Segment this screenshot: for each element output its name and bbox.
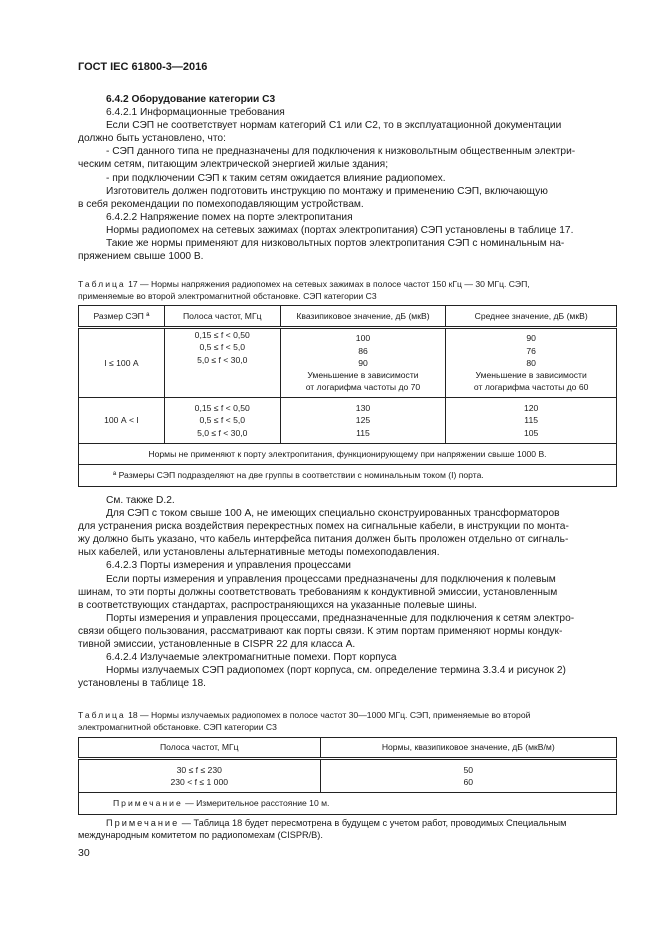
table-row — [79, 328, 617, 398]
section-6-4-2 — [78, 93, 614, 263]
paragraph-line: ных кабелей, или установлены альтернативные методы помехоподавления. — [78, 547, 440, 559]
limit-cell — [320, 759, 616, 793]
band-value: 0,5 ≤ f < 5,0 — [199, 342, 246, 353]
size-cell: I ≤ 100 А — [79, 328, 165, 398]
note-text: — Таблица 18 будет пересмотрена в будущем с учетом работ, проводимых Специальным — [179, 818, 567, 828]
qp-value: от логарифма частоты до 70 — [305, 382, 421, 393]
paragraph-line: 6.4.2.1 Информационные требования — [106, 107, 285, 119]
band-cell — [164, 398, 280, 444]
band-value: 0,5 ≤ f < 5,0 — [199, 415, 246, 426]
paragraph-line: Для СЭП с током свыше 100 А, не имеющих специально сконструированных трансформаторов — [106, 508, 560, 520]
paragraph-line: 6.4.2.3 Порты измерения и управления процессами — [106, 560, 351, 572]
paragraph-line: пряжением свыше 1000 В. — [78, 251, 204, 263]
quasi-peak-cell — [280, 328, 446, 398]
paragraph-line: - СЭП данного типа не предназначены для подключения к низковольтным общественным электри- — [106, 146, 576, 158]
table-note — [79, 793, 617, 815]
column-header: Квазипиковое значение, дБ (мкВ) — [280, 306, 446, 328]
column-header: Полоса частот, МГц — [164, 306, 280, 328]
paragraph-line: Если СЭП не соответствует нормам категорий С1 или С2, то в эксплуатационной документации — [106, 120, 562, 132]
table-17-caption — [78, 278, 618, 303]
band-value: 0,15 ≤ f < 0,50 — [194, 403, 250, 414]
note-label: Примечание — [113, 798, 183, 809]
avg-value: 105 — [523, 427, 539, 438]
paragraph-line: жу должно быть указано, что кабель интерфейса питания должен быть проложен отдельно от сигналь- — [78, 534, 569, 546]
bottom-note — [78, 817, 618, 842]
quasi-peak-cell — [280, 398, 446, 444]
paragraph-line: 6.4.2.4 Излучаемые электромагнитные помехи. Порт корпуса — [106, 652, 397, 664]
qp-value: 125 — [355, 415, 371, 426]
column-header: Среднее значение, дБ (мкВ) — [446, 306, 617, 328]
table-note-row — [79, 793, 617, 815]
paragraph-line: тивной эмиссии, установленные в CISPR 22 для класса А. — [78, 639, 356, 651]
column-header: Нормы, квазипиковое значение, дБ (мкВ/м) — [320, 738, 616, 759]
paragraph-line: Нормы радиопомех на сетевых зажимах (портах электропитания) СЭП установлены в таблице 17. — [106, 224, 574, 236]
avg-value: Уменьшение в зависимости — [475, 370, 587, 381]
size-cell: 100 А < I — [79, 398, 165, 444]
caption-label: Таблица — [78, 710, 126, 720]
paragraph-line: связи общего пользования, рассматривают как порты связи. К этим портам применяют нормы кондук- — [78, 625, 563, 637]
note-text: международным комитетом по радиопомехам (CISPR/B). — [78, 830, 323, 841]
note-label: Примечание — [106, 818, 180, 828]
band-value: 5,0 ≤ f < 30,0 — [197, 427, 248, 438]
paragraph-line: Если порты измерения и управления процессами предназначены для подключения к полевым — [106, 573, 556, 585]
paragraph-line: ческим сетям, питающим электрической энергией жилые здания; — [78, 159, 389, 171]
table-header-row — [79, 306, 617, 328]
paragraph-line: должно быть установлено, что: — [78, 133, 226, 145]
section-title: 6.4.2 Оборудование категории С3 — [106, 94, 276, 105]
column-header: Полоса частот, МГц — [79, 738, 321, 759]
band-value: 0,15 ≤ f < 0,50 — [194, 330, 250, 340]
band-value: 30 ≤ f ≤ 230 — [176, 764, 222, 775]
table-note: Нормы не применяют к порту электропитания, функционирующему при напряжении свыше 1000 В. — [79, 444, 617, 465]
qp-value: 90 — [358, 357, 368, 368]
qp-value: 130 — [355, 403, 371, 414]
band-value: 230 < f ≤ 1 000 — [170, 777, 229, 787]
note-text: — Измерительное расстояние 10 м. — [182, 798, 330, 809]
paragraph-line: в соответствующих стандартах, распространяющихся на указанные полевые шины. — [78, 599, 477, 611]
paragraph-line: Изготовитель должен подготовить инструкцию по монтажу и применению СЭП, включающую — [106, 185, 548, 197]
caption-text: электромагнитной обстановке. СЭП категории С3 — [78, 722, 277, 733]
paragraph-line: установлены в таблице 18. — [78, 678, 206, 690]
section-6-4-2-continued — [78, 494, 614, 690]
average-cell — [446, 398, 617, 444]
average-cell — [446, 328, 617, 398]
avg-value: 76 — [526, 345, 536, 356]
avg-value: 80 — [526, 357, 536, 368]
paragraph-line: шинам, то эти порты должны соответствовать требованиям к кондуктивной эмиссии, установленным — [78, 586, 558, 598]
band-cell — [79, 759, 321, 793]
qp-value: 115 — [356, 427, 370, 438]
avg-value: 90 — [526, 333, 536, 344]
paragraph-line: для устранения риска воздействия перекрестных помех на сигнальные кабели, в инструкции по монта- — [78, 521, 569, 533]
avg-value: от логарифма частоты до 60 — [473, 382, 589, 393]
column-header: Размер СЭП ª — [79, 306, 165, 328]
caption-text: 18 — Нормы излучаемых радиопомех в полосе частот 30—1000 МГц. СЭП, применяемые во второй — [125, 710, 531, 720]
table-17 — [78, 305, 617, 487]
document-header: ГОСТ IEC 61800-3—2016 — [78, 61, 208, 73]
paragraph-line: Нормы излучаемых СЭП радиопомех (порт корпуса, см. определение термина 3.3.4 и рисунок 2) — [106, 665, 566, 677]
limit-value: 60 — [463, 777, 474, 787]
paragraph-line: См. также D.2. — [106, 495, 175, 506]
caption-text: 17 — Нормы напряжения радиопомех на сетевых зажимах в полосе частот 150 кГц — 30 МГц. СЭП, — [125, 279, 530, 289]
limit-value: 50 — [463, 764, 474, 775]
table-18 — [78, 737, 617, 815]
paragraph-line: Такие же нормы применяют для низковольтных портов электропитания СЭП с номинальным на- — [106, 238, 565, 250]
paragraph-line: в себя рекомендации по помехоподавляющим устройствам. — [78, 198, 364, 210]
table-18-caption — [78, 709, 618, 734]
qp-value: Уменьшение в зависимости — [307, 370, 419, 381]
paragraph-line: - при подключении СЭП к таким сетям ожидается влияние радиопомех. — [106, 172, 446, 184]
caption-label: Таблица — [78, 279, 126, 289]
paragraph-line: 6.4.2.2 Напряжение помех на порте электропитания — [106, 211, 353, 223]
caption-text: применяемые во второй электромагнитной обстановке. СЭП категории С3 — [78, 291, 377, 302]
avg-value: 120 — [523, 403, 539, 414]
table-footnote-row — [79, 465, 617, 487]
page-number: 30 — [78, 847, 90, 859]
table-note-row — [79, 444, 617, 465]
table-row — [79, 759, 617, 793]
qp-value: 86 — [358, 345, 368, 356]
paragraph-line: Порты измерения и управления процессами, предназначенные для подключения к сетям электро- — [106, 612, 575, 624]
table-footnote: ª Размеры СЭП подразделяют на две группы в соответствии с номинальным током (I) порта. — [79, 465, 617, 487]
table-row — [79, 398, 617, 444]
table-header-row — [79, 738, 617, 759]
band-cell — [164, 328, 280, 398]
avg-value: 115 — [524, 415, 538, 426]
qp-value: 100 — [355, 333, 371, 344]
band-value: 5,0 ≤ f < 30,0 — [197, 354, 248, 365]
